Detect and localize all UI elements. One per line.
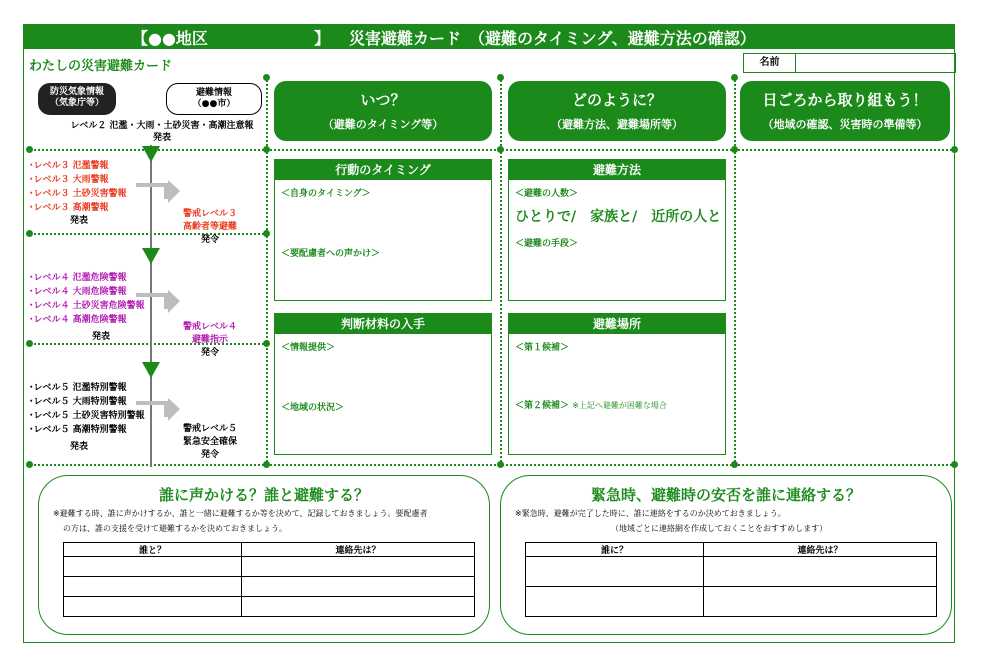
table-cell[interactable] bbox=[704, 557, 937, 587]
level4-flow-arrow-icon bbox=[134, 287, 184, 317]
daily-header bbox=[740, 81, 950, 141]
level3-announce: 発表 bbox=[70, 216, 89, 226]
card-subtitle: わたしの災害避難カード bbox=[29, 59, 173, 74]
level3-warning: ･レベル３ 土砂災害警報 bbox=[29, 189, 127, 199]
level3-warnings bbox=[29, 159, 127, 215]
contact-partners-note-line: ※避難する時、誰に声かけするか、誰と一緒に避難するか等を決めて、記録しておきましょう。要配慮者 bbox=[53, 509, 428, 518]
level3-warning: ･レベル３ 氾濫警報 bbox=[29, 161, 109, 171]
emergency-contact-table bbox=[525, 542, 937, 617]
place-box bbox=[508, 313, 726, 455]
level4-warning: ･レベル４ 土砂災害危険警報 bbox=[29, 301, 145, 311]
grid-dot bbox=[263, 461, 270, 468]
level3-flow-arrow-icon bbox=[134, 177, 184, 207]
place-second-label: ＜第２候補＞ bbox=[515, 401, 570, 411]
level4-alert bbox=[160, 321, 260, 360]
contact-partners-note bbox=[53, 506, 428, 536]
daily-subtitle: （地域の確認、災害時の準備等） bbox=[762, 118, 928, 131]
emergency-contact-note-line: （地域ごとに連絡網を作成しておくことをおすすめします） bbox=[611, 524, 828, 533]
evacuation-card bbox=[23, 24, 955, 643]
emergency-contact-note-line: ※緊急時、避難が完了した時に、誰に連絡をするのか決めておきましょう。 bbox=[515, 509, 786, 518]
place-second-note: ※上記へ避難が困難な場合 bbox=[572, 401, 667, 410]
level3-alert-level: 警戒レベル３ bbox=[182, 209, 237, 219]
grid-dot bbox=[26, 230, 33, 237]
grid-dot bbox=[26, 146, 33, 153]
level5-warning: ･レベル５ 大雨特別警報 bbox=[29, 397, 127, 407]
level5-alert-name: 緊急安全確保 bbox=[182, 437, 237, 447]
jma-source-pill: 防災気象情報 （気象庁等） bbox=[38, 83, 116, 115]
level3-warning: ･レベル３ 大雨警報 bbox=[29, 175, 109, 185]
district-bracket-close: 】 bbox=[314, 29, 331, 48]
level5-warning: ･レベル５ 氾濫特別警報 bbox=[29, 383, 127, 393]
timing-self: ＜自身のタイミング＞ bbox=[281, 189, 371, 199]
grid-dot bbox=[951, 146, 958, 153]
table-cell[interactable] bbox=[242, 577, 475, 597]
level2-advisory bbox=[57, 120, 267, 144]
level5-warning: ･レベル５ 高潮特別警報 bbox=[29, 425, 127, 435]
name-label: 名前 bbox=[744, 54, 796, 72]
table-cell[interactable] bbox=[242, 597, 475, 617]
table-cell[interactable] bbox=[526, 557, 704, 587]
grid-dot bbox=[731, 146, 738, 153]
place-first: ＜第１候補＞ bbox=[515, 343, 570, 353]
how-header bbox=[508, 81, 726, 141]
level3-alert bbox=[160, 208, 260, 247]
name-field[interactable] bbox=[743, 53, 956, 73]
method-count: ＜避難の人数＞ bbox=[515, 189, 579, 199]
level4-alert-level: 警戒レベル４ bbox=[182, 322, 237, 332]
grid-dot bbox=[263, 340, 270, 347]
how-title: どのように？ bbox=[571, 91, 662, 109]
daily-title: 日ごろから取り組もう！ bbox=[762, 91, 928, 109]
contact-partners-table bbox=[63, 542, 475, 617]
level3-alert-name: 高齢者等避難 bbox=[182, 222, 237, 232]
grid-dot bbox=[731, 461, 738, 468]
timeline-arrow-icon bbox=[142, 248, 160, 264]
judge-info: ＜情報提供＞ bbox=[281, 343, 336, 353]
level2-announce: 発表 bbox=[152, 133, 171, 143]
grid-dot bbox=[263, 74, 270, 81]
method-means: ＜避難の手段＞ bbox=[515, 239, 579, 249]
timing-call-out: ＜要配慮者への声かけ＞ bbox=[281, 249, 381, 259]
grid-dot bbox=[497, 461, 504, 468]
emergency-contact-note bbox=[515, 506, 827, 536]
how-subtitle: （避難方法、避難場所等） bbox=[551, 118, 683, 131]
when-title: いつ？ bbox=[360, 91, 406, 109]
divider-h4 bbox=[30, 464, 952, 466]
level3-issue: 発令 bbox=[200, 235, 219, 245]
district-label: 【●●地区 bbox=[132, 29, 208, 48]
place-box-title: 避難場所 bbox=[509, 314, 725, 334]
judge-box bbox=[274, 313, 492, 455]
grid-dot bbox=[263, 230, 270, 237]
level4-issue: 発令 bbox=[200, 348, 219, 358]
level5-announce: 発表 bbox=[70, 442, 89, 452]
method-options: ひとりで/ 家族と/ 近所の人と bbox=[515, 209, 722, 225]
timeline-arrow-icon bbox=[142, 362, 160, 378]
grid-dot bbox=[263, 146, 270, 153]
place-second bbox=[515, 398, 667, 411]
table-cell[interactable] bbox=[526, 587, 704, 617]
when-header bbox=[274, 81, 492, 141]
level5-flow-arrow-icon bbox=[134, 395, 184, 425]
level4-alert-name: 避難指示 bbox=[191, 335, 228, 345]
emergency-contact-title: 緊急時、避難時の安否を誰に連絡する？ bbox=[590, 486, 861, 504]
col-contact: 連絡先は？ bbox=[704, 543, 937, 557]
level3-warning: ･レベル３ 高潮警報 bbox=[29, 203, 109, 213]
divider-v2 bbox=[500, 77, 502, 465]
title-bar bbox=[24, 25, 954, 49]
grid-dot bbox=[26, 340, 33, 347]
table-cell[interactable] bbox=[64, 577, 242, 597]
timing-box bbox=[274, 159, 492, 301]
table-cell[interactable] bbox=[704, 587, 937, 617]
emergency-contact-panel bbox=[500, 475, 952, 635]
level5-warning: ･レベル５ 土砂災害特別警報 bbox=[29, 411, 145, 421]
level4-warning: ･レベル４ 大雨危険警報 bbox=[29, 287, 127, 297]
divider-v3 bbox=[734, 77, 736, 465]
method-box-title: 避難方法 bbox=[509, 160, 725, 180]
city-source-pill: 避難情報 （●●市） bbox=[166, 83, 262, 115]
grid-dot bbox=[26, 461, 33, 468]
level5-warnings bbox=[29, 381, 145, 437]
timeline-arrow-icon bbox=[142, 146, 160, 162]
col-who-to: 誰に？ bbox=[526, 543, 704, 557]
table-cell[interactable] bbox=[64, 597, 242, 617]
page-title: 災害避難カード （避難のタイミング、避難方法の確認） bbox=[349, 29, 756, 48]
level5-issue: 発令 bbox=[200, 450, 219, 460]
grid-dot bbox=[731, 74, 738, 81]
col-contact: 連絡先は？ bbox=[242, 543, 475, 557]
contact-partners-title: 誰に声かける？誰と避難する？ bbox=[158, 486, 369, 504]
grid-dot bbox=[951, 461, 958, 468]
col-who-with: 誰と？ bbox=[64, 543, 242, 557]
grid-dot bbox=[497, 74, 504, 81]
level2-text: レベル２ 氾濫・大雨・土砂災害・高潮注意報 bbox=[70, 121, 254, 131]
level4-warning: ･レベル４ 高潮危険警報 bbox=[29, 315, 127, 325]
level5-alert bbox=[160, 423, 260, 462]
level4-announce: 発表 bbox=[92, 332, 111, 342]
level4-warnings bbox=[29, 271, 145, 327]
table-cell[interactable] bbox=[64, 557, 242, 577]
timing-box-title: 行動のタイミング bbox=[275, 160, 491, 180]
contact-partners-panel bbox=[38, 475, 490, 635]
judge-local: ＜地域の状況＞ bbox=[281, 403, 345, 413]
contact-partners-note-line: の方は、誰の支援を受けて避難するかを決めておきましょう。 bbox=[63, 524, 287, 533]
grid-dot bbox=[497, 146, 504, 153]
judge-box-title: 判断材料の入手 bbox=[275, 314, 491, 334]
when-subtitle: （避難のタイミング等） bbox=[322, 118, 444, 131]
table-cell[interactable] bbox=[242, 557, 475, 577]
level5-alert-level: 警戒レベル５ bbox=[182, 424, 237, 434]
method-box bbox=[508, 159, 726, 301]
divider-h1 bbox=[30, 149, 952, 151]
level4-warning: ･レベル４ 氾濫危険警報 bbox=[29, 273, 127, 283]
